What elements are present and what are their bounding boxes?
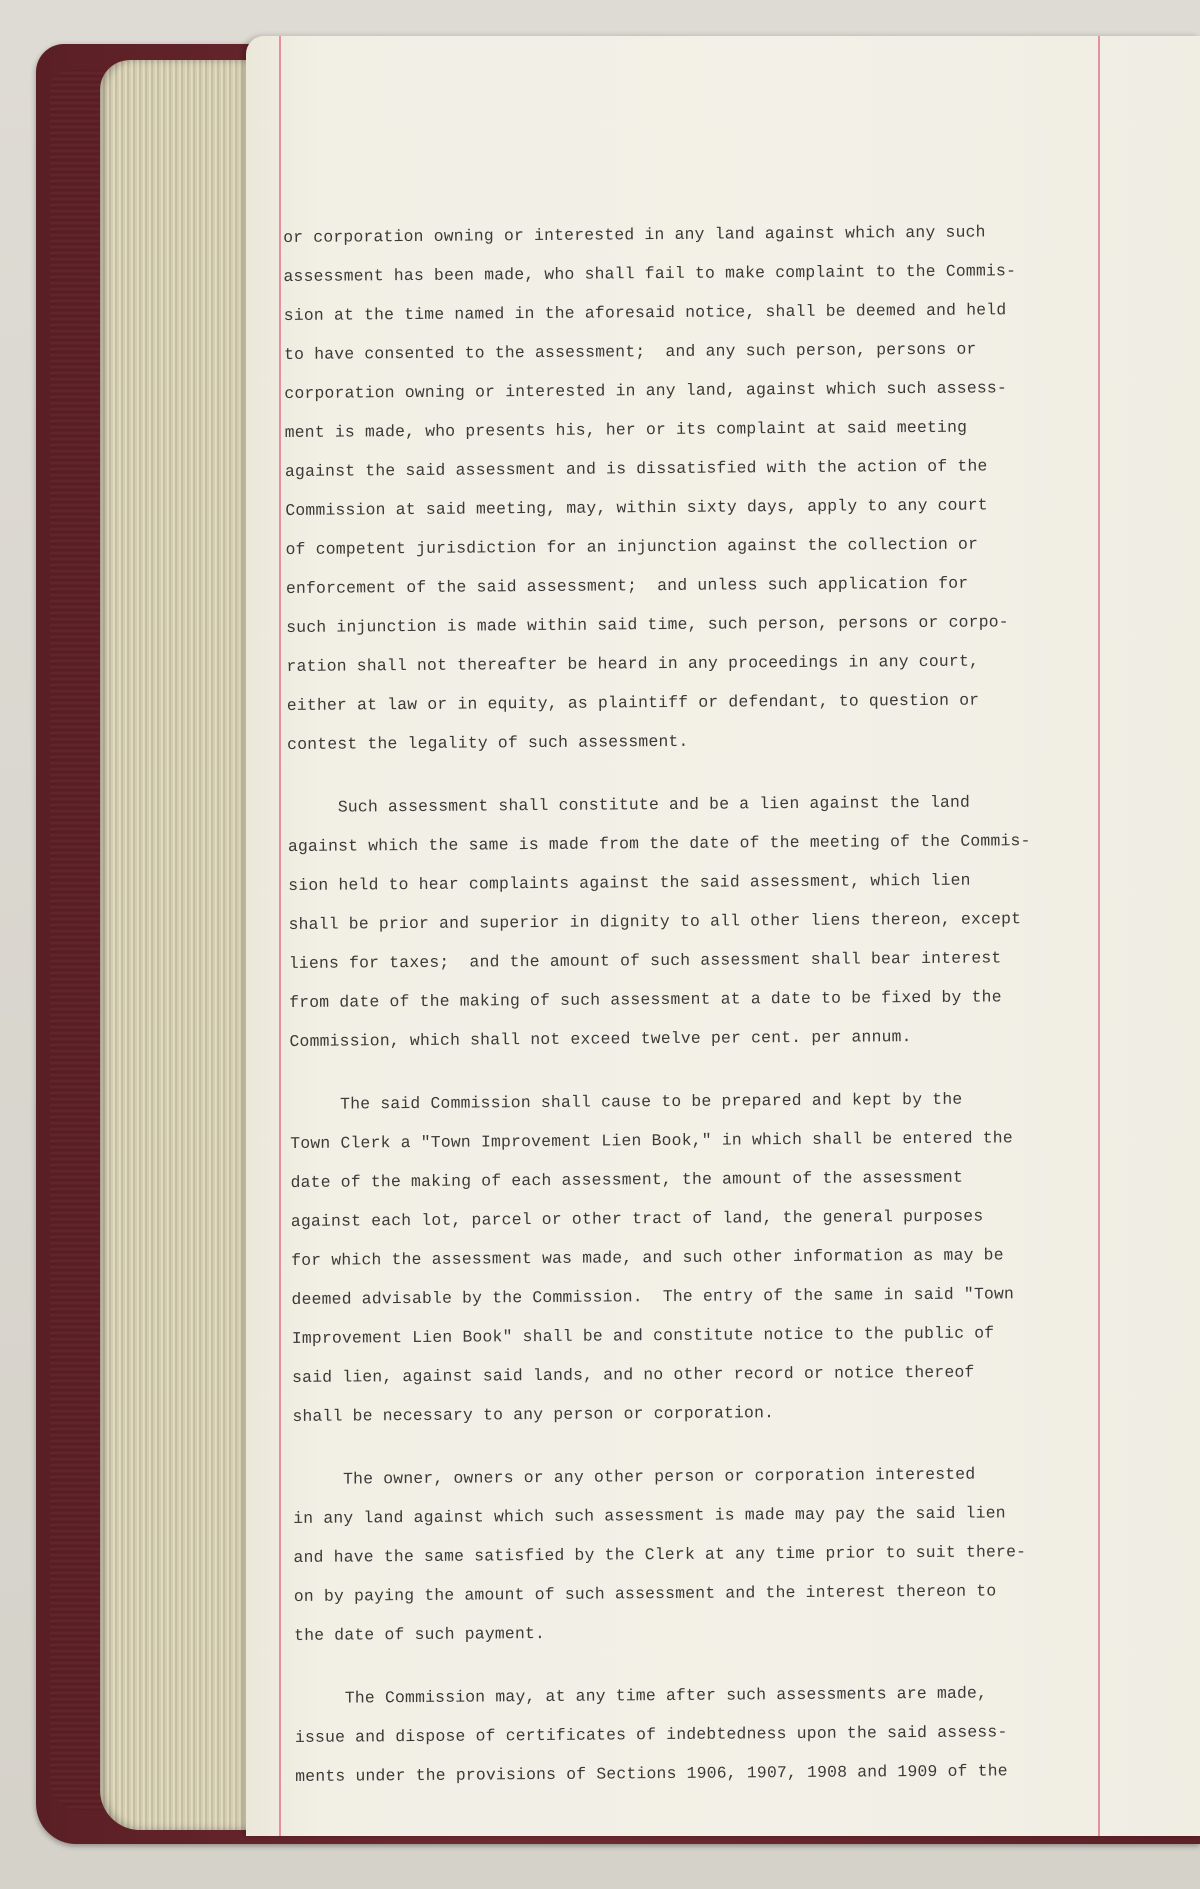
- text-line: ments under the provisions of Sections 1906, 1907, 1908 and 1909 of the: [295, 1761, 1008, 1786]
- text-line: Commission at said meeting, may, within sixty days, apply to any court: [285, 495, 988, 520]
- typed-text-body: [283, 211, 1135, 1796]
- text-line: The owner, owners or any other person or corporation interested: [292, 1464, 976, 1489]
- text-line: Such assessment shall constitute and be a lien against the land: [287, 792, 971, 817]
- text-line: issue and dispose of certificates of indebtedness upon the said assess-: [294, 1722, 1008, 1747]
- text-line: or corporation owning or interested in any land against which any such: [283, 222, 986, 247]
- text-line: Commission, which shall not exceed twelve per cent. per annum.: [289, 1027, 912, 1051]
- text-line: Town Clerk a "Town Improvement Lien Book," in which shall be entered the: [290, 1128, 1013, 1153]
- text-line: to have consented to the assessment; and any such person, persons or: [283, 339, 977, 364]
- paragraph: [287, 781, 1129, 1061]
- text-line: for which the assessment was made, and such other information as may be: [291, 1245, 1004, 1270]
- text-line: The said Commission shall cause to be prepared and kept by the: [289, 1089, 963, 1114]
- text-line: against which the same is made from the date of the meeting of the Commis-: [287, 831, 1031, 856]
- text-line: on by paying the amount of such assessment and the interest thereon to: [293, 1581, 997, 1606]
- text-line: liens for taxes; and the amount of such assessment shall bear interest: [288, 948, 1002, 973]
- text-line: such injunction is made within said time, such person, persons or corpo-: [286, 612, 1009, 637]
- text-line: and have the same satisfied by the Clerk at any time prior to suit there-: [293, 1542, 1027, 1567]
- text-line: date of the making of each assessment, the amount of the assessment: [290, 1167, 964, 1192]
- text-line: shall be prior and superior in dignity to all other liens thereon, except: [288, 909, 1022, 934]
- text-line: enforcement of the said assessment; and unless such application for: [285, 573, 969, 598]
- text-line: Improvement Lien Book" shall be and constitute notice to the public of: [291, 1323, 995, 1348]
- paragraph: [293, 1453, 1135, 1655]
- paragraph: [294, 1672, 1135, 1796]
- text-line: deemed advisable by the Commission. The entry of the same in said "Town: [291, 1284, 1015, 1309]
- text-line: in any land against which such assessment is made may pay the said lien: [293, 1503, 1006, 1528]
- text-line: The Commission may, at any time after such assessments are made,: [294, 1683, 988, 1708]
- text-line: against each lot, parcel or other tract of land, the general purposes: [290, 1206, 984, 1231]
- text-line: assessment has been made, who shall fail to make complaint to the Commis-: [283, 261, 1017, 286]
- text-line: sion held to hear complaints against the said assessment, which lien: [288, 870, 971, 895]
- text-line: ment is made, who presents his, her or its complaint at said meeting: [284, 417, 968, 442]
- text-line: from date of the making of such assessment at a date to be fixed by the: [289, 987, 1002, 1012]
- paragraph: [283, 211, 1127, 764]
- text-line: against the said assessment and is dissatisfied with the action of the: [284, 456, 988, 481]
- text-line: ration shall not thereafter be heard in any proceedings in any court,: [286, 651, 980, 676]
- text-line: of competent jurisdiction for an injunction against the collection or: [285, 534, 979, 559]
- text-line: sion at the time named in the aforesaid notice, shall be deemed and held: [283, 300, 1007, 325]
- text-line: the date of such payment.: [294, 1623, 546, 1645]
- text-line: said lien, against said lands, and no other record or notice thereof: [292, 1362, 975, 1387]
- paragraph: [290, 1078, 1133, 1436]
- text-line: corporation owning or interested in any land, against which such assess-: [284, 378, 1008, 403]
- left-margin-rule: [279, 36, 281, 1836]
- text-line: shall be necessary to any person or corporation.: [292, 1403, 775, 1426]
- text-line: either at law or in equity, as plaintiff or defendant, to question or: [286, 690, 980, 715]
- text-line: contest the legality of such assessment.: [287, 731, 689, 754]
